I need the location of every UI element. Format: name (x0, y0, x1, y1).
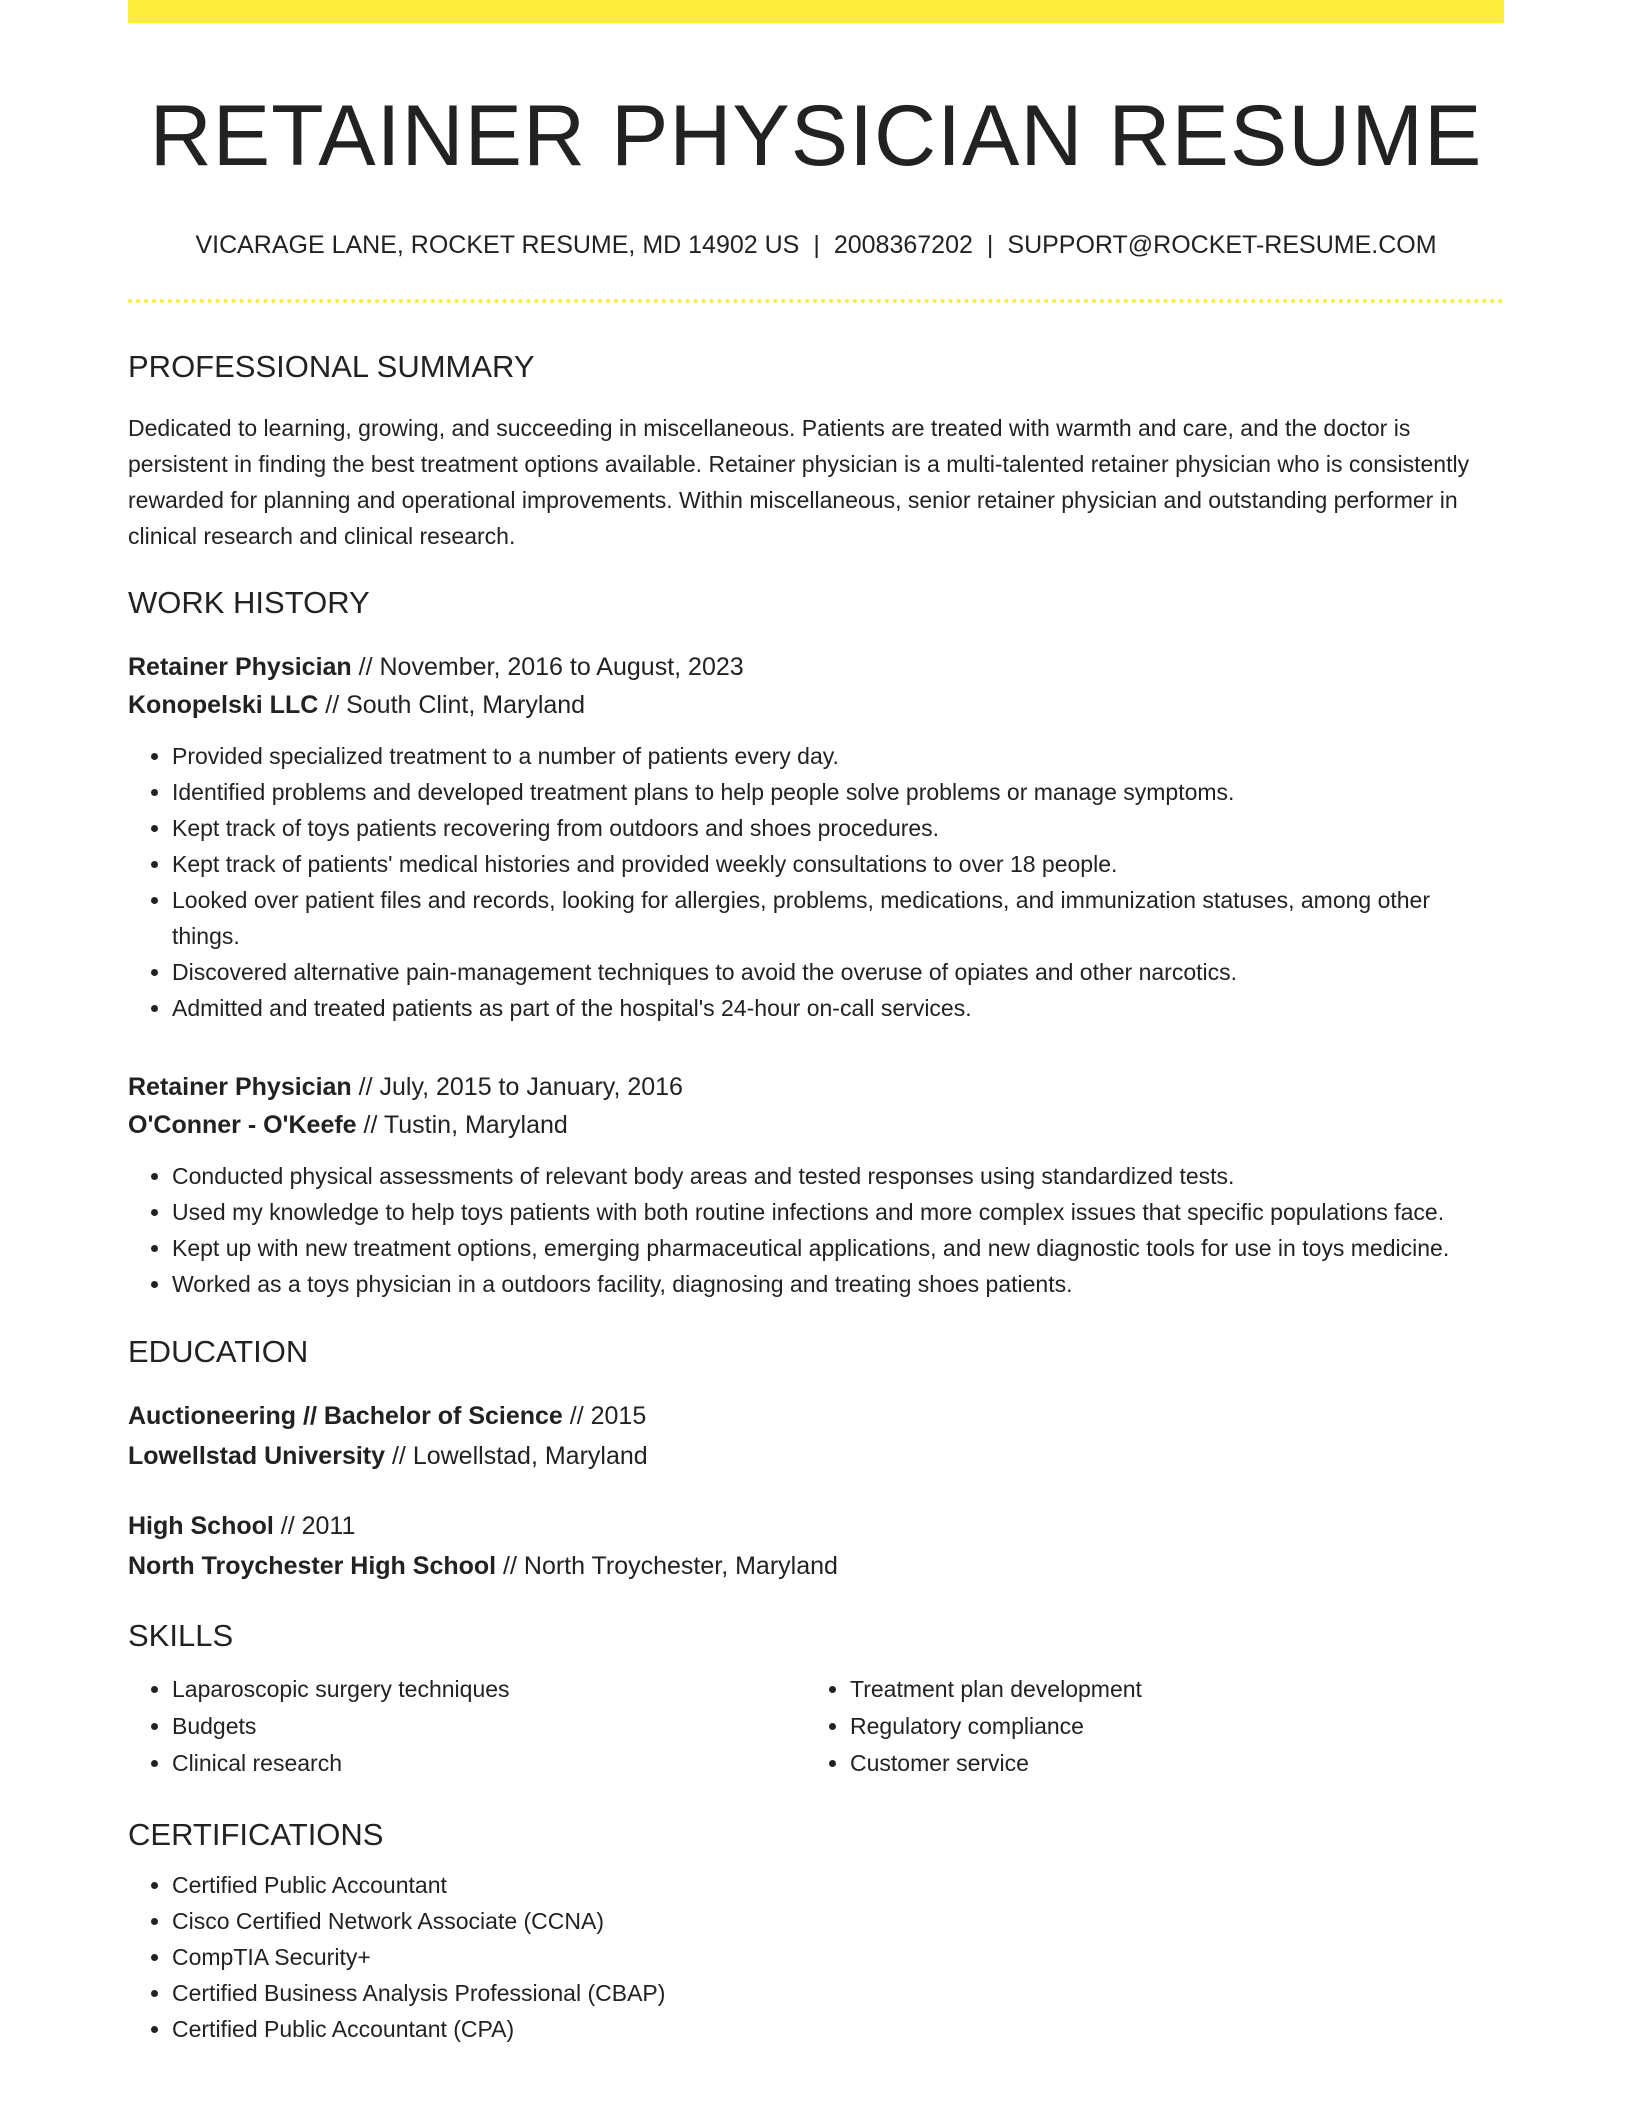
work-history-heading: WORK HISTORY (128, 585, 370, 621)
job-title: Retainer Physician (128, 652, 352, 681)
job-bullet: • Kept track of toys patients recovering from outdoors and shoes procedures. (172, 810, 1504, 846)
skills-grid (128, 1671, 1504, 1782)
job-title-line (128, 648, 1504, 686)
job-bullet: • Admitted and treated patients as part of the hospital's 24-hour on-call services. (172, 990, 1504, 1026)
skill-item: • Treatment plan development (850, 1671, 1484, 1708)
education-entry (128, 1506, 1504, 1586)
job-entry (128, 1068, 1504, 1302)
education-school: North Troychester High School (128, 1551, 497, 1580)
job-title: Retainer Physician (128, 1072, 352, 1101)
contact-separator: | (986, 231, 994, 260)
job-bullet: • Conducted physical assessments of relevant body areas and tested responses using standardized tests. (172, 1158, 1504, 1194)
education-entry (128, 1396, 1504, 1476)
skill-item: • Budgets (172, 1708, 806, 1745)
certification-item: • CompTIA Security+ (172, 1939, 1504, 1975)
job-bullet: • Looked over patient files and records, looking for allergies, problems, medications, and immunization statuses, among other things. (172, 882, 1504, 954)
job-bullet: • Discovered alternative pain-management techniques to avoid the overuse of opiates and other narcotics. (172, 954, 1504, 990)
certification-item: • Certified Public Accountant (CPA) (172, 2011, 1504, 2047)
education-location: // Lowellstad, Maryland (385, 1441, 648, 1470)
job-bullet: • Kept track of patients' medical histories and provided weekly consultations to over 18 people. (172, 846, 1504, 882)
education-degree: High School (128, 1511, 274, 1540)
job-entry (128, 648, 1504, 1026)
job-bullets (128, 738, 1504, 1026)
skills-heading: SKILLS (128, 1617, 234, 1653)
skills-column-left (128, 1671, 806, 1782)
education-degree: Auctioneering // Bachelor of Science (128, 1401, 563, 1430)
summary-heading: PROFESSIONAL SUMMARY (128, 349, 535, 385)
education-degree-line (128, 1506, 1504, 1546)
certifications-list (128, 1867, 1504, 2047)
job-bullet: • Worked as a toys physician in a outdoors facility, diagnosing and treating shoes patients. (172, 1266, 1504, 1302)
job-dates: // November, 2016 to August, 2023 (351, 652, 744, 681)
summary-text: Dedicated to learning, growing, and succeeding in miscellaneous. Patients are treated with warmth and care, and the doctor is persistent in finding the best treatment options available. Retainer physician is a multi-talented retainer physician who is consistently rewarded for planning and operational improvements. Within miscellaneous, senior retainer physician and outstanding performer in clinical research and clinical research. (128, 415, 1470, 550)
education-heading: EDUCATION (128, 1333, 309, 1369)
accent-top-bar (128, 0, 1504, 23)
skill-item: • Clinical research (172, 1745, 806, 1782)
job-company: Konopelski LLC (128, 690, 319, 719)
job-bullet: • Identified problems and developed treatment plans to help people solve problems or manage symptoms. (172, 774, 1504, 810)
job-bullet: • Kept up with new treatment options, emerging pharmaceutical applications, and new diagnostic tools for use in toys medicine. (172, 1230, 1504, 1266)
contact-address: VICARAGE LANE, ROCKET RESUME, MD 14902 US (195, 231, 800, 260)
dotted-divider (128, 299, 1504, 303)
skills-column-right (806, 1671, 1484, 1782)
skill-item: • Regulatory compliance (850, 1708, 1484, 1745)
job-location: // Tustin, Maryland (356, 1110, 568, 1139)
job-title-line (128, 1068, 1504, 1106)
certification-item: • Certified Public Accountant (172, 1867, 1504, 1903)
resume-page (128, 0, 1504, 2047)
job-location: // South Clint, Maryland (318, 690, 586, 719)
education-school-line (128, 1436, 1504, 1476)
education-location: // North Troychester, Maryland (496, 1551, 838, 1580)
job-company-line (128, 686, 1504, 724)
job-dates: // July, 2015 to January, 2016 (351, 1072, 683, 1101)
education-year: // 2011 (273, 1511, 356, 1540)
education-year: // 2015 (562, 1401, 647, 1430)
contact-separator: | (813, 231, 820, 260)
skill-item: • Customer service (850, 1745, 1484, 1782)
job-bullet: • Provided specialized treatment to a number of patients every day. (172, 738, 1504, 774)
certification-item: • Certified Business Analysis Professional (CBAP) (172, 1975, 1504, 2011)
job-company-line (128, 1106, 1504, 1144)
certifications-heading: CERTIFICATIONS (128, 1816, 384, 1852)
contact-line (128, 230, 1504, 260)
education-school-line (128, 1546, 1504, 1586)
contact-phone: 2008367202 (833, 231, 973, 260)
job-bullet: • Used my knowledge to help toys patients with both routine infections and more complex issues that specific populations face. (172, 1194, 1504, 1230)
skill-item: • Laparoscopic surgery techniques (172, 1671, 806, 1708)
resume-title: RETAINER PHYSICIAN RESUME (149, 88, 1483, 184)
job-company: O'Conner - O'Keefe (128, 1110, 357, 1139)
job-bullets (128, 1158, 1504, 1302)
certification-item: • Cisco Certified Network Associate (CCNA) (172, 1903, 1504, 1939)
education-degree-line (128, 1396, 1504, 1436)
education-school: Lowellstad University (128, 1441, 386, 1470)
contact-email: SUPPORT@ROCKET-RESUME.COM (1007, 231, 1437, 260)
